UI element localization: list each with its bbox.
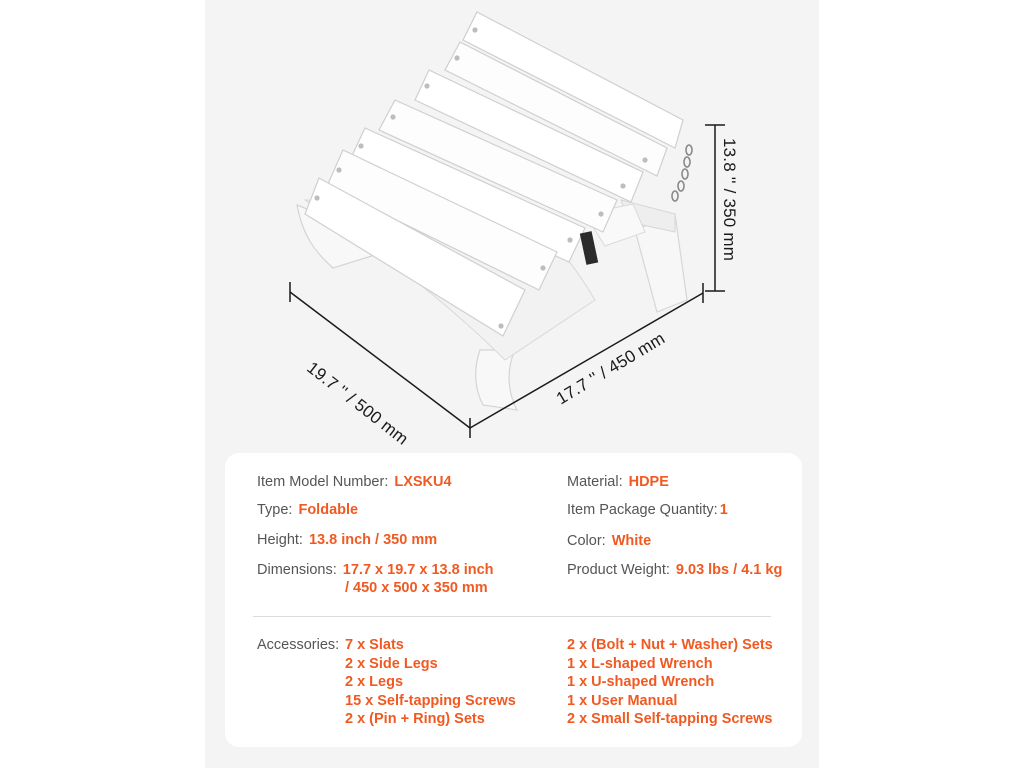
list-item: 1 x L-shaped Wrench [567, 655, 713, 672]
chain-icon [672, 145, 692, 201]
spec-value: 1 [719, 502, 728, 518]
spec-label: Dimensions: [257, 562, 337, 578]
height-dimension-label: 13.8 '' / 350 mm [720, 138, 739, 262]
brand-tag [580, 231, 598, 265]
depth-dimension-label: 17.7 '' / 450 mm [553, 328, 669, 409]
spec-value: HDPE [628, 474, 669, 490]
spec-label: Material: [567, 474, 623, 490]
list-item: 1 x U-shaped Wrench [567, 674, 715, 690]
spec-label: Product Weight: [567, 562, 670, 578]
divider [253, 616, 771, 617]
product-illustration [205, 0, 819, 449]
spec-value: 9.03 lbs / 4.1 kg [675, 562, 783, 578]
accessories-list-right [567, 636, 773, 729]
spec-label: Height: [257, 532, 303, 548]
spec-height [257, 531, 437, 549]
list-item: 2 x Side Legs [345, 655, 438, 672]
spec-material [567, 473, 669, 491]
spec-value: 13.8 inch / 350 mm [308, 532, 438, 548]
spec-label: Item Model Number: [257, 474, 389, 490]
spec-label: Type: [257, 502, 293, 518]
spec-dimensions [257, 561, 494, 579]
spec-color [567, 532, 651, 550]
spec-value: LXSKU4 [394, 474, 452, 490]
list-item: 7 x Slats [345, 637, 404, 653]
accessories-label [257, 636, 339, 654]
width-dimension-label: 19.7 '' / 500 mm [303, 358, 412, 449]
product-panel [205, 0, 819, 768]
accessories-list-left [345, 636, 516, 729]
list-item: 2 x (Pin + Ring) Sets [345, 711, 485, 727]
spec-value: 17.7 x 19.7 x 13.8 inch [342, 562, 494, 578]
spec-label: Accessories: [257, 637, 340, 653]
list-item: 1 x User Manual [567, 692, 678, 709]
list-item: 15 x Self-tapping Screws [345, 692, 516, 709]
spec-dimensions-metric: / 450 x 500 x 350 mm [345, 580, 488, 596]
slats [305, 12, 683, 336]
spec-model [257, 473, 452, 491]
spec-value: White [611, 533, 652, 549]
spec-type [257, 501, 358, 519]
spec-label: Item Package Quantity: [567, 502, 718, 518]
spec-label: Color: [567, 533, 606, 549]
spec-value: Foldable [298, 502, 359, 518]
spec-weight [567, 561, 782, 579]
list-item: 2 x Legs [345, 674, 404, 690]
spec-package-quantity [567, 501, 728, 519]
list-item: 2 x (Bolt + Nut + Washer) Sets [567, 637, 773, 653]
spec-card [225, 453, 802, 747]
list-item: 2 x Small Self-tapping Screws [567, 711, 773, 727]
